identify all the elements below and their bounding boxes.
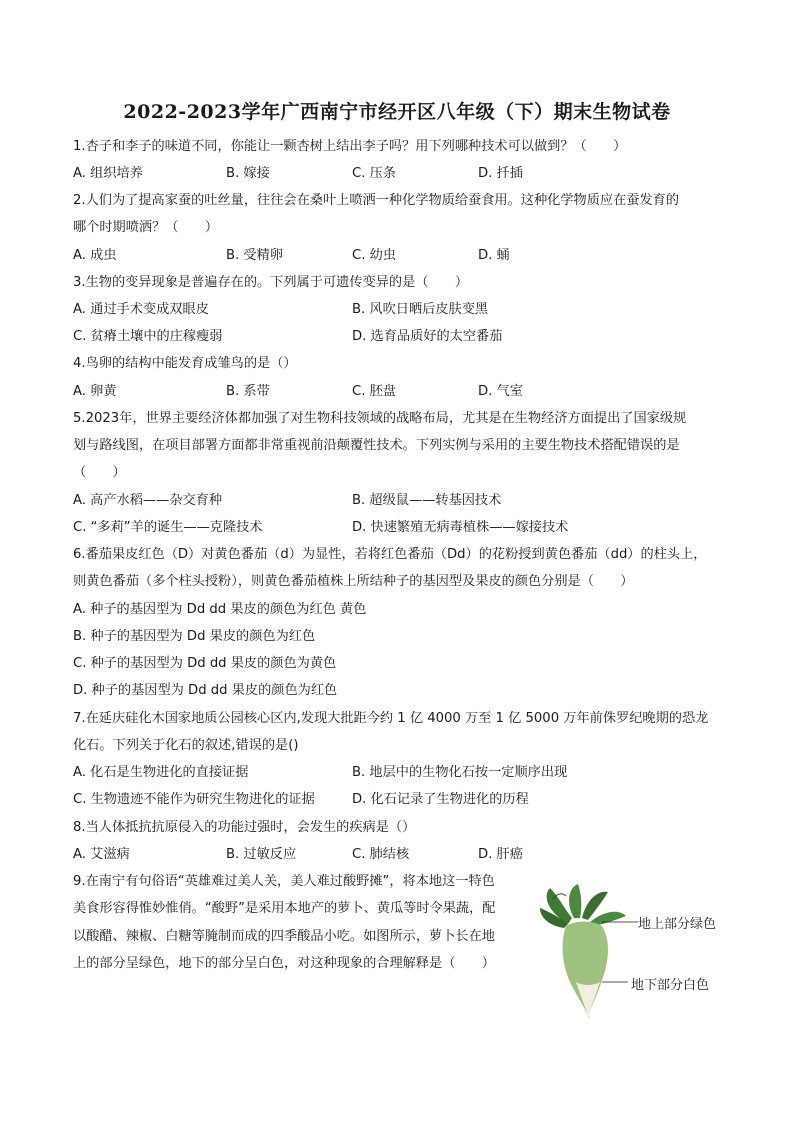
question-9-stem-line3: 以酸醋、辣椒、白糖等腌制而成的四季酸品小吃。如图所示，萝卜长在地 — [73, 929, 495, 944]
q6-option-a: A. 种子的基因型为 Dd dd 果皮的颜色为红色 黄色 — [73, 602, 367, 617]
q2-option-c: C. 幼虫 — [352, 248, 396, 263]
q6-option-d: D. 种子的基因型为 Dd dd 果皮的颜色为红色 — [73, 683, 338, 698]
question-5-stem-line2: 划与路线图，在项目部署方面都非常重视前沿颠覆性技术。下列实例与采用的主要生物技术搭配错误的是 — [73, 438, 680, 453]
question-1-stem: 1.杏子和李子的味道不同，你能让一颗杏树上结出李子吗？用下列哪种技术可以做到？（ ） — [73, 139, 627, 154]
q2-option-d: D. 蛹 — [478, 248, 510, 263]
radish-figure — [538, 882, 638, 1018]
q1-option-d: D. 扦插 — [478, 166, 523, 181]
q5-option-d: D. 快速繁殖无病毒植株——嫁接技术 — [352, 520, 569, 535]
figure-label-above-ground: 地上部分绿色 — [638, 917, 717, 932]
q8-option-b: B. 过敏反应 — [226, 847, 297, 862]
question-9-stem-line2: 美食形容得惟妙惟俏。“酸野”是采用本地产的萝卜、黄瓜等时令果蔬，配 — [73, 901, 496, 916]
q5-option-a: A. 高产水稻——杂交育种 — [73, 493, 223, 508]
q7-option-b: B. 地层中的生物化石按一定顺序出现 — [352, 765, 568, 780]
question-2-stem-line2: 哪个时期喷洒？（ ） — [73, 220, 219, 235]
question-3-stem: 3.生物的变异现象是普遍存在的。下列属于可遗传变异的是（ ） — [73, 275, 469, 290]
q1-option-b: B. 嫁接 — [226, 166, 270, 181]
exam-title: 2022-2023学年广西南宁市经开区八年级（下）期末生物试卷 — [123, 101, 671, 123]
q2-option-a: A. 成虫 — [73, 248, 117, 263]
q7-option-c: C. 生物遗迹不能作为研究生物进化的证据 — [73, 792, 315, 807]
question-2-stem-line1: 2.人们为了提高家蚕的吐丝量，往往会在桑叶上喷洒一种化学物质给蚕食用。这种化学物质应在蚕发育的 — [73, 193, 680, 208]
q3-option-a: A. 通过手术变成双眼皮 — [73, 302, 209, 317]
q5-option-b: B. 超级鼠——转基因技术 — [352, 493, 502, 508]
q4-option-d: D. 气室 — [478, 384, 523, 399]
q8-option-c: C. 肺结核 — [352, 847, 410, 862]
figure-label-below-ground: 地下部分白色 — [631, 978, 710, 993]
question-5-stem-line3: （ ） — [73, 465, 126, 480]
q4-option-c: C. 胚盘 — [352, 384, 396, 399]
question-8-stem: 8.当人体抵抗抗原侵入的功能过强时，会发生的疾病是（） — [73, 820, 416, 835]
question-9-stem-line4: 上的部分呈绿色，地下的部分呈白色，对这种现象的合理解释是（ ） — [73, 956, 495, 971]
question-6-stem-line2: 则黄色番茄（多个柱头授粉），则黄色番茄植株上所结种子的基因型及果皮的颜色分别是（ ） — [73, 574, 634, 589]
question-9-stem-line1: 9.在南宁有句俗语“英雄难过美人关，美人难过酸野摊”，将本地这一特色 — [73, 874, 495, 889]
q6-option-b: B. 种子的基因型为 Dd 果皮的颜色为红色 — [73, 629, 316, 644]
q4-option-b: B. 系带 — [226, 384, 270, 399]
q7-option-a: A. 化石是生物进化的直接证据 — [73, 765, 249, 780]
q5-option-c: C. “多莉”羊的诞生——克隆技术 — [73, 520, 263, 535]
q6-option-c: C. 种子的基因型为 Dd dd 果皮的颜色为黄色 — [73, 656, 337, 671]
question-7-stem-line1: 7.在延庆硅化木国家地质公园核心区内,发现大批距今约 1 亿 4000 万至 1 亿 5000 万年前侏罗纪晚期的恐龙 — [73, 711, 709, 726]
q1-option-a: A. 组织培养 — [73, 166, 143, 181]
q4-option-a: A. 卵黄 — [73, 384, 117, 399]
q3-option-c: C. 贫瘠土壤中的庄稼瘦弱 — [73, 329, 223, 344]
q8-option-d: D. 肝癌 — [478, 847, 523, 862]
q3-option-d: D. 选育品质好的太空番茄 — [352, 329, 503, 344]
q1-option-c: C. 压条 — [352, 166, 396, 181]
q3-option-b: B. 风吹日晒后皮肤变黑 — [352, 302, 489, 317]
question-5-stem-line1: 5.2023年，世界主要经济体都加强了对生物科技领域的战略布局，尤其是在生物经济方面提出了国家级规 — [73, 411, 687, 426]
q2-option-b: B. 受精卵 — [226, 248, 283, 263]
q8-option-a: A. 艾滋病 — [73, 847, 130, 862]
radish-leaves — [540, 884, 626, 928]
question-4-stem: 4.鸟卵的结构中能发育成雏鸟的是（） — [73, 356, 297, 371]
question-7-stem-line2: 化石。下列关于化石的叙述,错误的是() — [73, 738, 299, 753]
question-6-stem-line1: 6.番茄果皮红色（D）对黄色番茄（d）为显性，若将红色番茄（Dd）的花粉授到黄色番茄（dd）的柱头上， — [73, 547, 707, 562]
q7-option-d: D. 化石记录了生物进化的历程 — [352, 792, 529, 807]
